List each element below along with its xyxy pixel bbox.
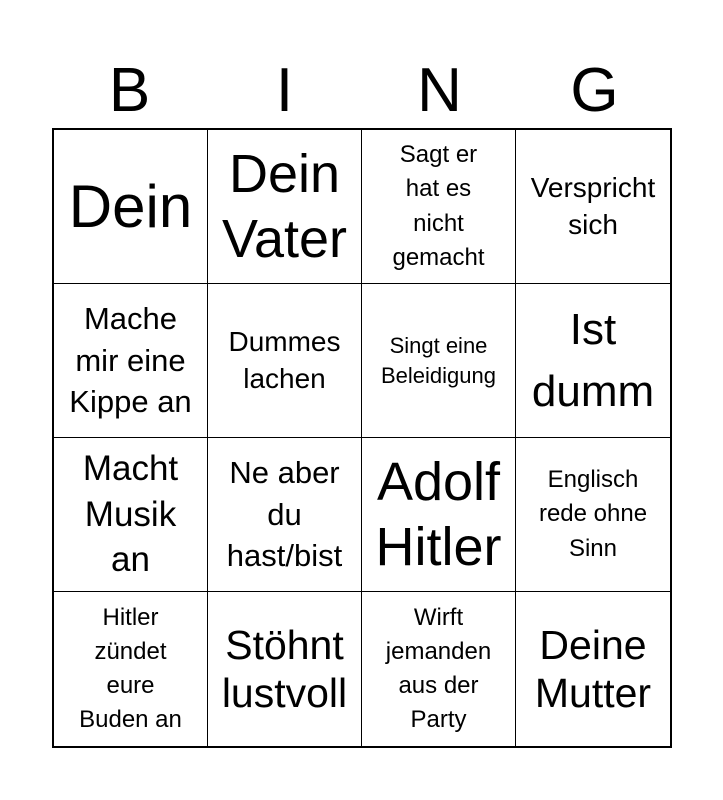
bingo-cell[interactable] xyxy=(362,130,516,284)
cell-text: Verspricht sich xyxy=(530,172,656,240)
header-letter-b: B xyxy=(108,56,151,125)
bingo-cell[interactable] xyxy=(54,592,208,746)
cell-text: Ne aber du hast/bist xyxy=(226,454,343,574)
bingo-cell[interactable] xyxy=(54,438,208,592)
cell-text: Deine Mutter xyxy=(534,621,652,716)
cell-text: Wirft jemanden aus der Party xyxy=(385,603,492,734)
bingo-cell[interactable] xyxy=(208,592,362,746)
cell-text: Mache mir eine Kippe an xyxy=(69,300,192,420)
cell-text: Englisch rede ohne Sinn xyxy=(538,466,648,562)
header-letter-g: G xyxy=(570,56,619,125)
header-letter-i: I xyxy=(275,56,294,125)
bingo-cell[interactable] xyxy=(362,438,516,592)
bingo-cell[interactable] xyxy=(516,592,670,746)
cell-text: Dein Vater xyxy=(221,143,348,269)
bingo-cell[interactable] xyxy=(516,284,670,438)
bingo-cell[interactable] xyxy=(208,438,362,592)
bingo-cell[interactable] xyxy=(362,592,516,746)
cell-text: Sagt er hat es nicht gemacht xyxy=(392,141,485,271)
cell-text: Dein xyxy=(68,172,193,240)
bingo-cell[interactable] xyxy=(54,284,208,438)
cell-text: Adolf Hitler xyxy=(375,451,502,577)
header-letter-n: N xyxy=(417,56,462,125)
bingo-cell[interactable] xyxy=(208,130,362,284)
bingo-cell[interactable] xyxy=(516,130,670,284)
bingo-cell[interactable] xyxy=(516,438,670,592)
cell-text: Ist dumm xyxy=(531,304,655,416)
bingo-grid xyxy=(52,128,672,748)
cell-text: Singt eine Beleidigung xyxy=(381,332,496,388)
cell-text: Dummes lachen xyxy=(228,326,341,394)
bingo-cell[interactable] xyxy=(54,130,208,284)
bingo-cell[interactable] xyxy=(362,284,516,438)
cell-text: Hitler zündet eure Buden an xyxy=(79,603,182,734)
cell-text: Macht Musik an xyxy=(82,449,179,580)
bingo-cell[interactable] xyxy=(208,284,362,438)
cell-text: Stöhnt lustvoll xyxy=(221,621,348,716)
bingo-header xyxy=(52,54,672,128)
